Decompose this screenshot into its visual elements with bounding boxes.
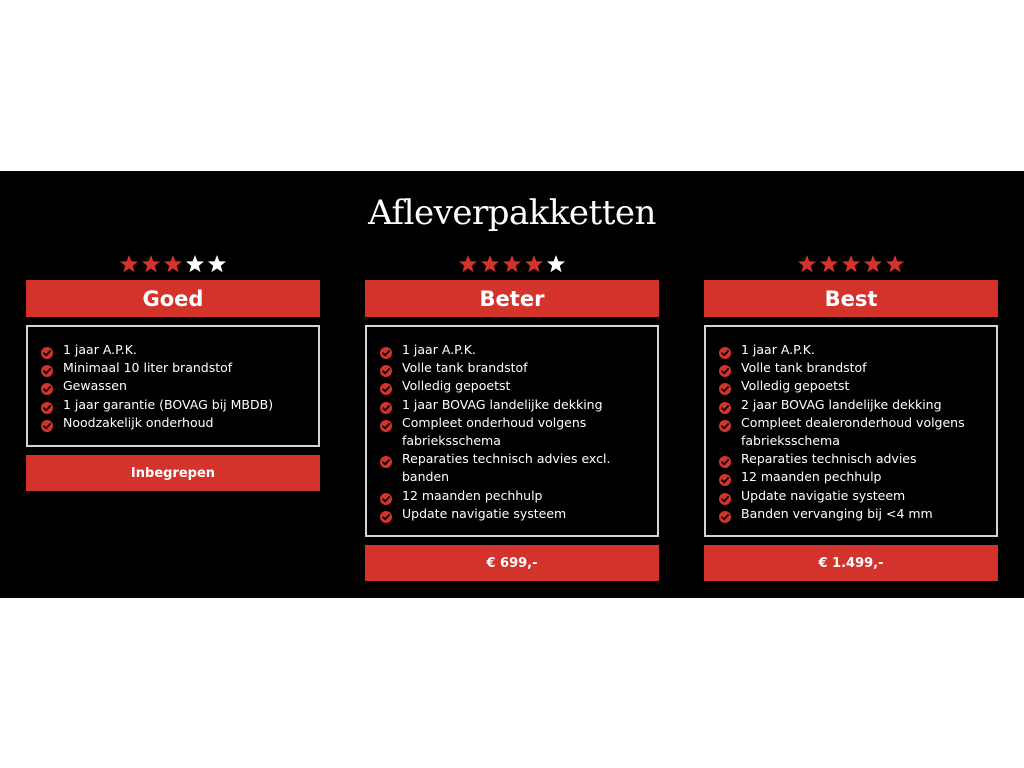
star-filled-icon bbox=[842, 255, 860, 272]
star-empty-icon bbox=[208, 255, 226, 272]
star-filled-icon bbox=[503, 255, 521, 272]
feature-text: Volle tank brandstof bbox=[741, 360, 867, 376]
feature-text: Update navigatie systeem bbox=[402, 505, 567, 521]
feature-text: 12 maanden pechhulp bbox=[402, 487, 543, 503]
package-name: Beter bbox=[365, 280, 659, 317]
feature-item bbox=[719, 450, 986, 468]
feature-item bbox=[719, 377, 986, 395]
feature-item bbox=[719, 341, 986, 359]
feature-item bbox=[380, 505, 647, 523]
check-icon bbox=[380, 508, 392, 527]
star-filled-icon bbox=[820, 255, 838, 272]
feature-text: Banden vervanging bij <4 mm bbox=[741, 505, 933, 521]
feature-text: 1 jaar garantie (BOVAG bij MBDB) bbox=[63, 396, 274, 412]
feature-text: Compleet dealeronderhoud volgens fabrieksschema bbox=[741, 414, 965, 449]
feature-item bbox=[719, 487, 986, 505]
rating-stars-graphic bbox=[26, 253, 320, 275]
feature-item bbox=[41, 359, 308, 377]
feature-text: Noodzakelijk onderhoud bbox=[63, 414, 214, 430]
star-empty-icon bbox=[186, 255, 204, 272]
feature-item bbox=[719, 505, 986, 523]
star-filled-icon bbox=[459, 255, 477, 272]
star-filled-icon bbox=[525, 255, 543, 272]
rating-stars-graphic bbox=[704, 253, 998, 275]
feature-list bbox=[704, 325, 998, 537]
star-filled-icon bbox=[164, 255, 182, 272]
star-filled-icon bbox=[142, 255, 160, 272]
feature-text: Gewassen bbox=[63, 378, 127, 394]
feature-item bbox=[380, 396, 647, 414]
feature-text: 12 maanden pechhulp bbox=[741, 469, 882, 485]
rating-stars bbox=[26, 253, 320, 275]
feature-item bbox=[380, 487, 647, 505]
feature-item bbox=[41, 377, 308, 395]
feature-item bbox=[719, 414, 986, 450]
star-empty-icon bbox=[547, 255, 565, 272]
feature-item bbox=[41, 396, 308, 414]
feature-item bbox=[41, 341, 308, 359]
price-button[interactable]: € 1.499,- bbox=[704, 545, 998, 581]
check-icon bbox=[719, 508, 731, 527]
feature-item bbox=[719, 468, 986, 486]
included-button[interactable]: Inbegrepen bbox=[26, 455, 320, 491]
feature-text: 1 jaar A.P.K. bbox=[63, 342, 137, 357]
star-filled-icon bbox=[120, 255, 138, 272]
feature-text: Minimaal 10 liter brandstof bbox=[63, 360, 233, 376]
feature-text: 1 jaar A.P.K. bbox=[402, 342, 476, 357]
rating-stars-graphic bbox=[365, 253, 659, 275]
rating-stars bbox=[365, 253, 659, 275]
star-filled-icon bbox=[886, 255, 904, 272]
feature-text: Volle tank brandstof bbox=[402, 360, 528, 376]
price-button[interactable]: € 699,- bbox=[365, 545, 659, 581]
star-filled-icon bbox=[481, 255, 499, 272]
feature-item bbox=[719, 359, 986, 377]
feature-text: Reparaties technisch advies excl. banden bbox=[402, 451, 611, 485]
feature-item bbox=[380, 341, 647, 359]
feature-item bbox=[41, 414, 308, 432]
feature-list bbox=[365, 325, 659, 537]
section-title: Afleverpakketten bbox=[368, 193, 656, 233]
feature-item bbox=[380, 377, 647, 395]
check-icon bbox=[41, 417, 53, 436]
feature-text: Compleet onderhoud volgens fabrieksschema bbox=[402, 414, 587, 449]
feature-text: 2 jaar BOVAG landelijke dekking bbox=[741, 396, 942, 412]
star-filled-icon bbox=[798, 255, 816, 272]
check-icon bbox=[380, 417, 392, 436]
feature-list bbox=[26, 325, 320, 447]
feature-text: Volledig gepoetst bbox=[741, 378, 850, 394]
package-name: Goed bbox=[26, 280, 320, 317]
feature-item bbox=[380, 359, 647, 377]
feature-text: Update navigatie systeem bbox=[741, 487, 906, 503]
rating-stars bbox=[704, 253, 998, 275]
feature-item bbox=[380, 414, 647, 450]
feature-item bbox=[719, 396, 986, 414]
feature-text: 1 jaar A.P.K. bbox=[741, 342, 815, 357]
feature-text: 1 jaar BOVAG landelijke dekking bbox=[402, 396, 603, 412]
package-name: Best bbox=[704, 280, 998, 317]
star-filled-icon bbox=[864, 255, 882, 272]
check-icon bbox=[380, 453, 392, 472]
feature-text: Reparaties technisch advies bbox=[741, 451, 917, 467]
feature-item bbox=[380, 450, 647, 486]
check-icon bbox=[719, 417, 731, 436]
feature-text: Volledig gepoetst bbox=[402, 378, 511, 394]
